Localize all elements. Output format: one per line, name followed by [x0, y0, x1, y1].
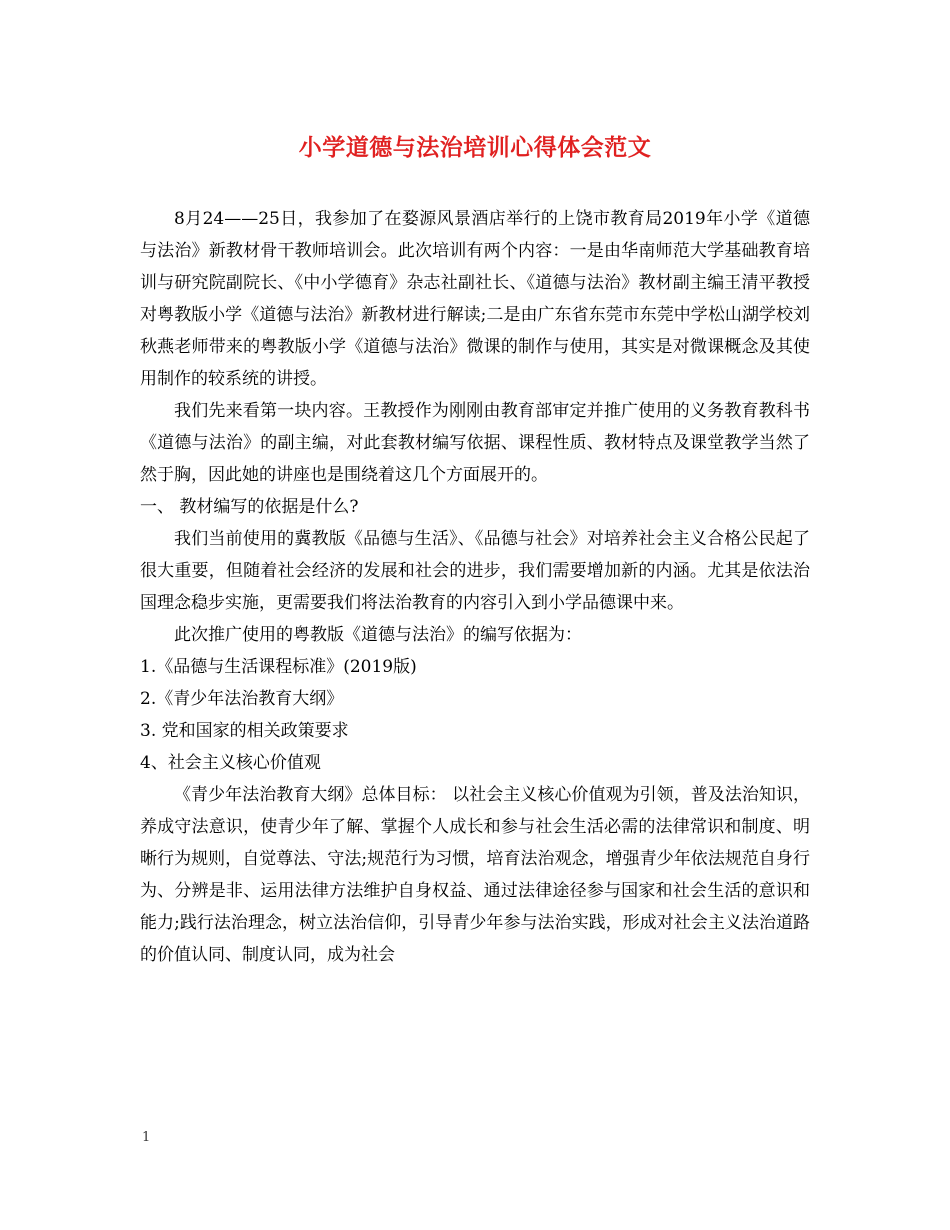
page-number: 1	[142, 1130, 151, 1145]
basis-item-2: 2.《青少年法治教育大纲》	[140, 689, 344, 709]
paragraph-basis-intro: 此次推广使用的粤教版《道德与法治》的编写依据为：	[174, 625, 582, 645]
basis-item-3: 3. 党和国家的相关政策要求	[140, 721, 349, 741]
basis-item-4: 4、社会主义核心价值观	[140, 753, 321, 773]
document-body	[140, 203, 810, 971]
document-title: 小学道德与法治培训心得体会范文	[298, 135, 652, 161]
paragraph-outline-goals: 《青少年法治教育大纲》总体目标： 以社会主义核心价值观为引领，普及法治知识，养成守法意识，使青少年了解、掌握个人成长和参与社会生活必需的法律常识和制度、明晰行为规则，自觉尊法、守法;规范行为习惯，培育法治观念，增强青少年依法规范自身行为、分辨是非、运用法律方法维护自身权益、通过法律途径参与国家和社会生活的意识和能力;践行法治理念，树立法治信仰，引导青少年参与法治实践，形成对社会主义法治道路的价值认同、制度认同，成为社会	[140, 785, 810, 965]
paragraph-intro: 8月24——25日，我参加了在婺源风景酒店举行的上饶市教育局2019年小学《道德与法治》新教材骨干教师培训会。此次培训有两个内容：一是由华南师范大学基础教育培训与研究院副院长、《中小学德育》杂志社副社长、《道德与法治》教材副主编王清平教授对粤教版小学《道德与法治》新教材进行解读;二是由广东省东莞市东莞中学松山湖学校刘秋燕老师带来的粤教版小学《道德与法治》微课的制作与使用，其实是对微课概念及其使用制作的较系统的讲授。	[140, 209, 810, 389]
paragraph-current-textbooks: 我们当前使用的冀教版《品德与生活》、《品德与社会》对培养社会主义合格公民起了很大重要，但随着社会经济的发展和社会的进步，我们需要增加新的内涵。尤其是依法治国理念稳步实施，更需要我们将法治教育的内容引入到小学品德课中来。	[140, 529, 810, 613]
basis-item-1: 1.《品德与生活课程标准》(2019版)	[140, 657, 417, 677]
section-heading-1: 一、 教材编写的依据是什么?	[140, 497, 359, 517]
paragraph-first-part: 我们先来看第一块内容。王教授作为刚刚由教育部审定并推广使用的义务教育教科书《道德与法治》的副主编，对此套教材编写依据、课程性质、教材特点及课堂教学当然了然于胸，因此她的讲座也是围绕着这几个方面展开的。	[140, 401, 810, 485]
